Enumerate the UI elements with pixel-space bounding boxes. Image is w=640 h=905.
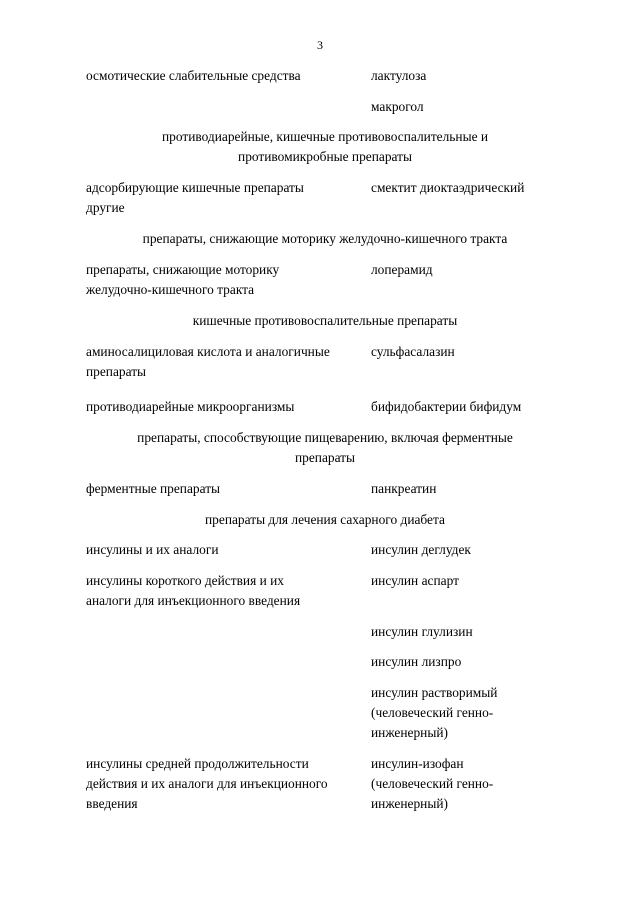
row-3-left-line-2: другие (86, 200, 125, 215)
row-17-left: инсулины средней продолжительности (86, 756, 309, 771)
page-number: 3 (317, 38, 323, 52)
row-13-right: инсулин аспарт (371, 573, 459, 588)
row-0-right: лактулоза (371, 68, 427, 83)
row-7-left: аминосалициловая кислота и аналогичные (86, 344, 330, 359)
row-0-left: осмотические слабительные средства (86, 68, 301, 83)
row-16-right-line-2: (человеческий генно- (371, 705, 494, 720)
section-heading-1-line-1: противодиарейные, кишечные противовоспалительные и (161, 129, 489, 144)
row-1-right: макрогол (371, 99, 424, 114)
section-heading-1-line-2: противомикробные препараты (238, 149, 412, 164)
row-8-right: бифидобактерии бифидум (371, 399, 522, 414)
row-17-right: инсулин-изофан (371, 756, 464, 771)
row-10-right: панкреатин (371, 481, 437, 496)
row-12-left: инсулины и их аналоги (86, 542, 219, 557)
row-17-left-line-3: введения (86, 796, 138, 811)
row-8-left: противодиарейные микроорганизмы (86, 399, 295, 414)
row-5-right: лоперамид (371, 262, 433, 277)
row-3-right: смектит диоктаэдрический (371, 180, 525, 195)
row-3-left: адсорбирующие кишечные препараты (86, 180, 304, 195)
row-7-left-line-2: препараты (86, 364, 147, 379)
section-heading-3: кишечные противовоспалительные препараты (192, 313, 458, 328)
row-17-left-line-2: действия и их аналоги для инъекционного (86, 776, 328, 791)
row-13-left: инсулины короткого действия и их (86, 573, 284, 588)
row-5-left: препараты, снижающие моторику (86, 262, 280, 277)
row-13-left-line-2: аналоги для инъекционного введения (86, 593, 301, 608)
row-14-right: инсулин глулизин (371, 624, 473, 639)
row-16-right-line-3: инженерный) (371, 725, 448, 740)
section-heading-5: препараты для лечения сахарного диабета (205, 512, 445, 527)
row-5-left-line-2: желудочно-кишечного тракта (86, 282, 255, 297)
row-17-right-line-3: инженерный) (371, 796, 448, 811)
row-17-right-line-2: (человеческий генно- (371, 776, 494, 791)
row-15-right: инсулин лизпро (371, 654, 462, 669)
section-heading-2: препараты, снижающие моторику желудочно-кишечного тракта (142, 231, 508, 246)
section-heading-4-line-2: препараты (294, 450, 356, 465)
row-12-right: инсулин деглудек (371, 542, 471, 557)
row-16-right: инсулин растворимый (371, 685, 498, 700)
row-10-left: ферментные препараты (86, 481, 221, 496)
row-7-right: сульфасалазин (371, 344, 455, 359)
section-heading-4-line-1: препараты, способствующие пищеварению, включая ферментные (137, 430, 513, 445)
